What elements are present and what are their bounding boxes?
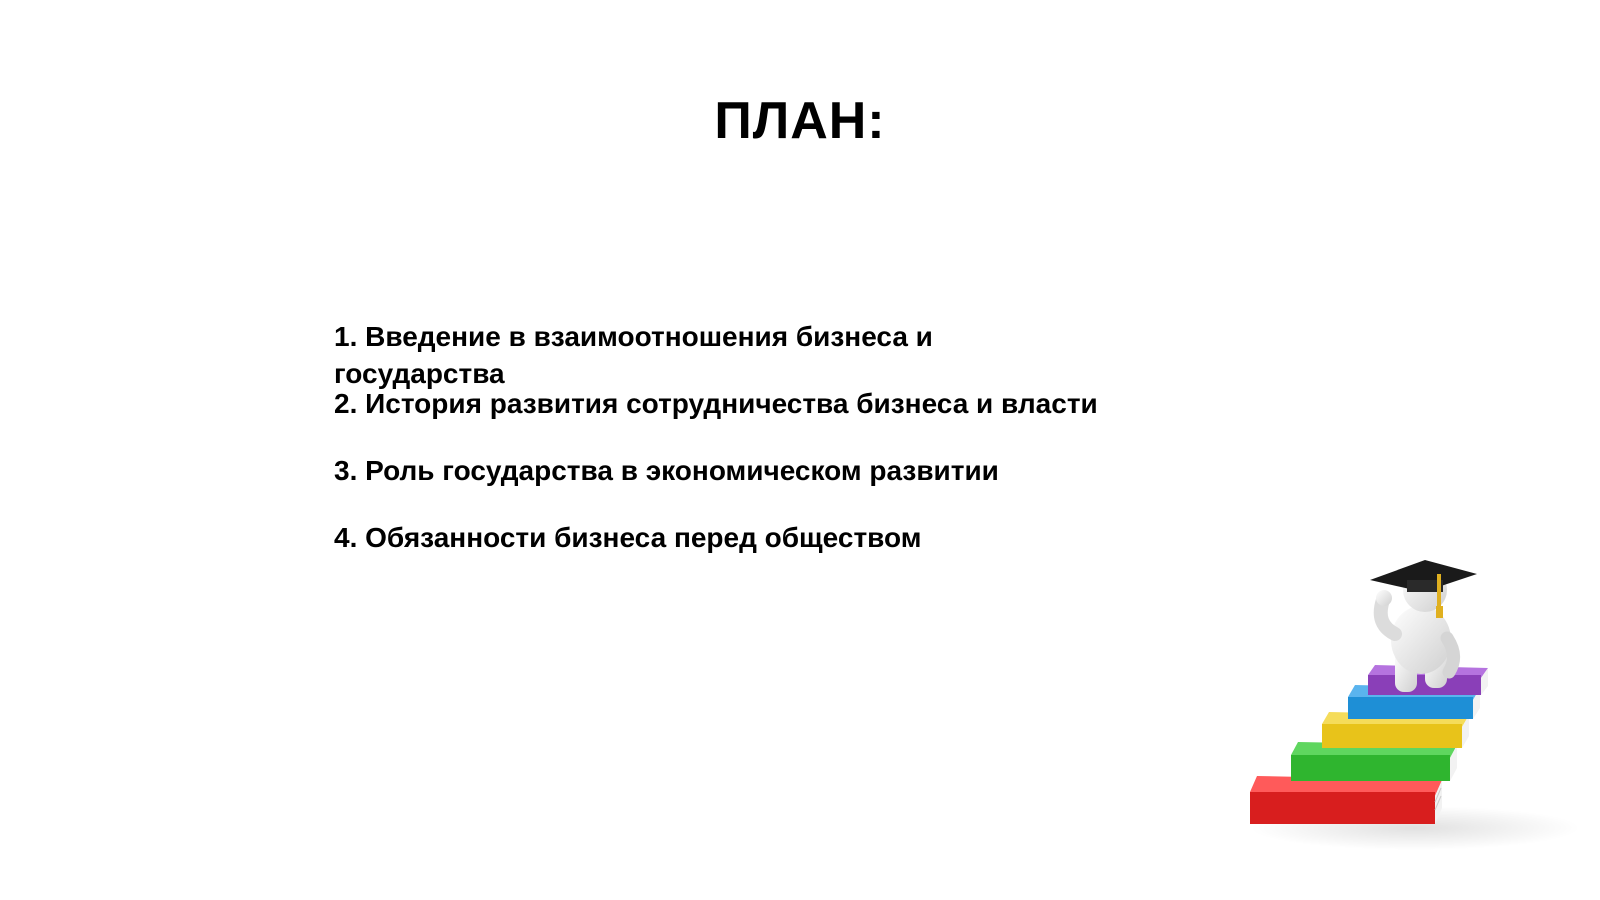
list-item: 1. Введение в взаимоотношения бизнеса и государства bbox=[334, 321, 933, 389]
slide-title: ПЛАН: bbox=[714, 92, 886, 150]
list-item: 4. Обязанности бизнеса перед обществом bbox=[334, 522, 922, 553]
list-item: 2. История развития сотрудничества бизнеса и власти bbox=[334, 388, 1098, 419]
list-item: 3. Роль государства в экономическом развитии bbox=[334, 455, 999, 486]
book-red bbox=[1250, 776, 1442, 824]
graduate-on-books-icon bbox=[1245, 560, 1580, 860]
